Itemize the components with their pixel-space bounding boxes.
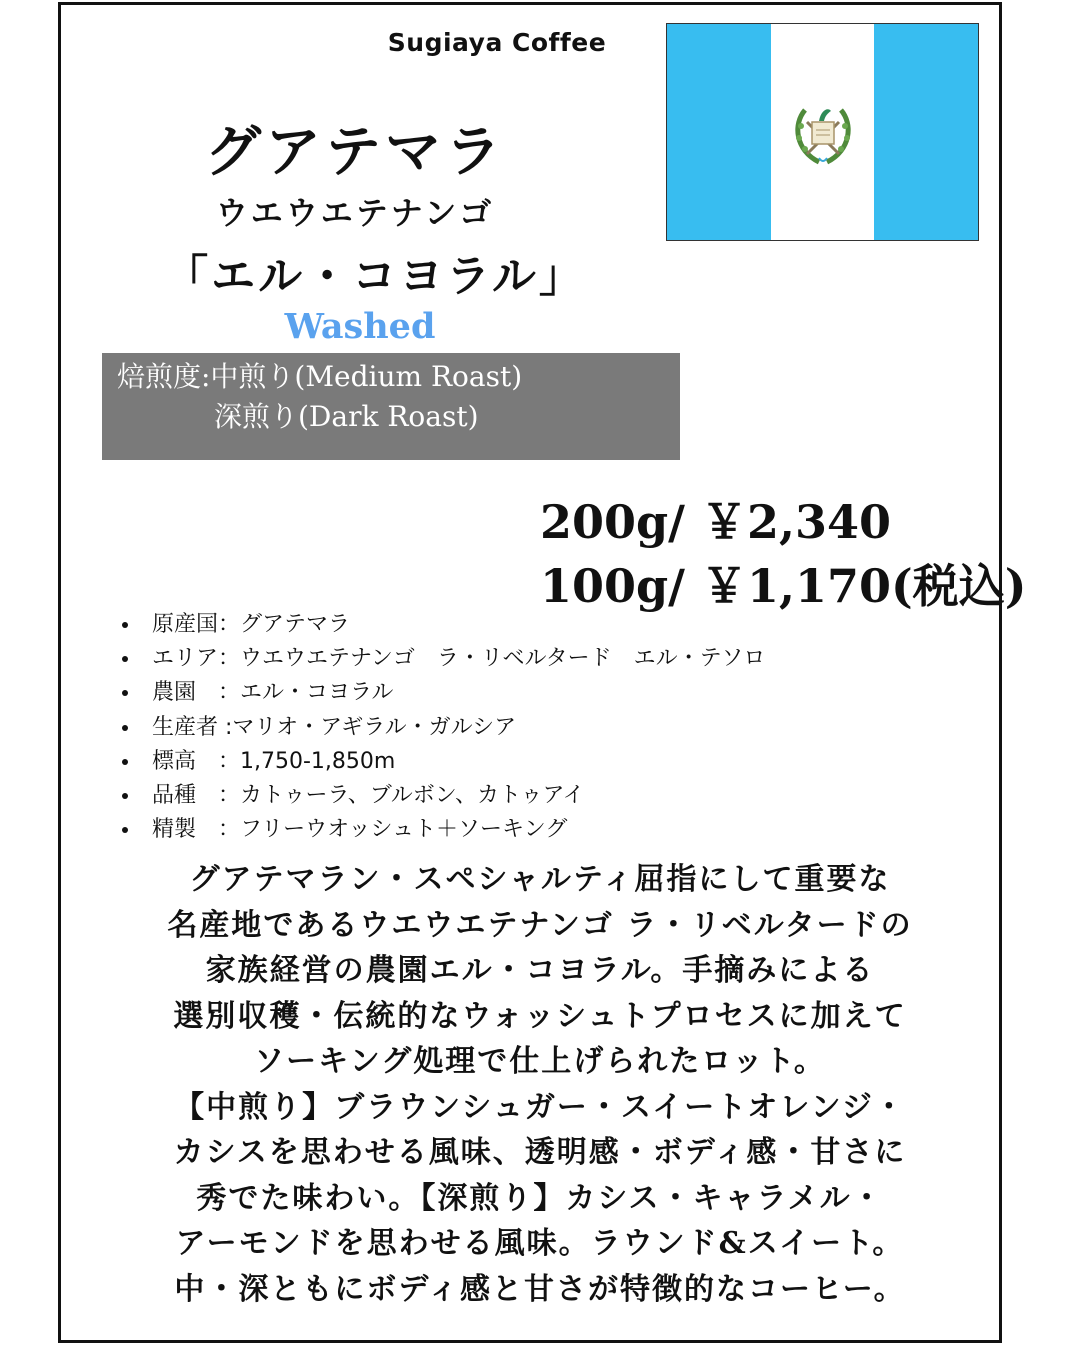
description-line: アーモンドを思わせる風味。ラウンド&スイート。	[175, 1226, 905, 1261]
flag-center-band	[771, 24, 875, 240]
spec-item-area	[118, 642, 978, 676]
spec-item-altitude	[118, 745, 978, 779]
spec-item-process	[118, 813, 978, 847]
description-line: 名産地であるウエウエテナンゴ ラ・リベルタードの	[167, 907, 913, 943]
description-line: 中・深ともにボディ感と甘さが特徴的なコーヒー。	[174, 1271, 906, 1307]
flag-right-band	[874, 24, 978, 240]
spec-item-variety	[118, 779, 978, 813]
region-subtitle: ウエウエテナンゴ	[215, 194, 495, 232]
spec-item-producer	[118, 711, 978, 745]
farm-title: 「エル・コヨラル」	[164, 251, 586, 302]
spec-text: 農園 ：エル・コヨラル	[152, 680, 394, 706]
roast-level-box	[102, 353, 680, 460]
spec-text: 生産者 :マリオ・アギラル・ガルシア	[152, 714, 517, 740]
shop-name: Sugiaya Coffee	[387, 28, 607, 57]
description	[100, 857, 980, 1312]
bullet-icon	[122, 690, 128, 696]
description-line: ソーキング処理で仕上げられたロット。	[254, 1044, 826, 1079]
spec-text: 標高 ：1,750-1,850m	[152, 748, 396, 774]
bullet-icon	[122, 759, 128, 765]
spec-text: エリア：ウエウエテナンゴ ラ・リベルタード エル・テソロ	[152, 646, 766, 672]
flag-emblem-icon	[783, 92, 863, 172]
spec-text: 品種 ：カトゥーラ、ブルボン、カトゥアイ	[152, 782, 585, 808]
spec-text: 精製 ：フリーウオッシュト＋ソーキング	[152, 817, 568, 843]
bullet-icon	[122, 827, 128, 833]
country-title: グアテマラ	[205, 119, 505, 185]
description-line: 選別収穫・伝統的なウォッシュトプロセスに加えて	[173, 998, 907, 1034]
spec-item-farm	[118, 676, 978, 710]
description-line: 家族経営の農園エル・コヨラル。手摘みによる	[205, 953, 875, 988]
bullet-icon	[122, 793, 128, 799]
description-line: グアテマラン・スペシャルティ屈指にして重要な	[189, 862, 891, 897]
spec-item-origin	[118, 608, 978, 642]
description-line: 【中煎り】ブラウンシュガー・スイートオレンジ・	[174, 1089, 906, 1125]
flag-left-band	[667, 24, 771, 240]
bullet-icon	[122, 725, 128, 731]
bullet-icon	[122, 622, 128, 628]
spec-text: 原産国：グアテマラ	[152, 612, 351, 637]
spec-list	[118, 608, 978, 847]
description-line: カシスを思わせる風味、透明感・ボディ感・甘さに	[173, 1135, 907, 1170]
price-200g: 200g/ ￥2,340	[540, 495, 892, 549]
price-100g: 100g/ ￥1,170(税込)	[540, 559, 1027, 613]
roast-medium: 焙煎度:中煎り(Medium Roast)	[117, 360, 523, 393]
bullet-icon	[122, 656, 128, 662]
description-line: 秀でた味わい。【深煎り】カシス・キャラメル・	[196, 1180, 884, 1216]
roast-dark: 深煎り(Dark Roast)	[214, 400, 479, 433]
guatemala-flag-icon	[666, 23, 979, 241]
process-label: Washed	[284, 306, 436, 347]
